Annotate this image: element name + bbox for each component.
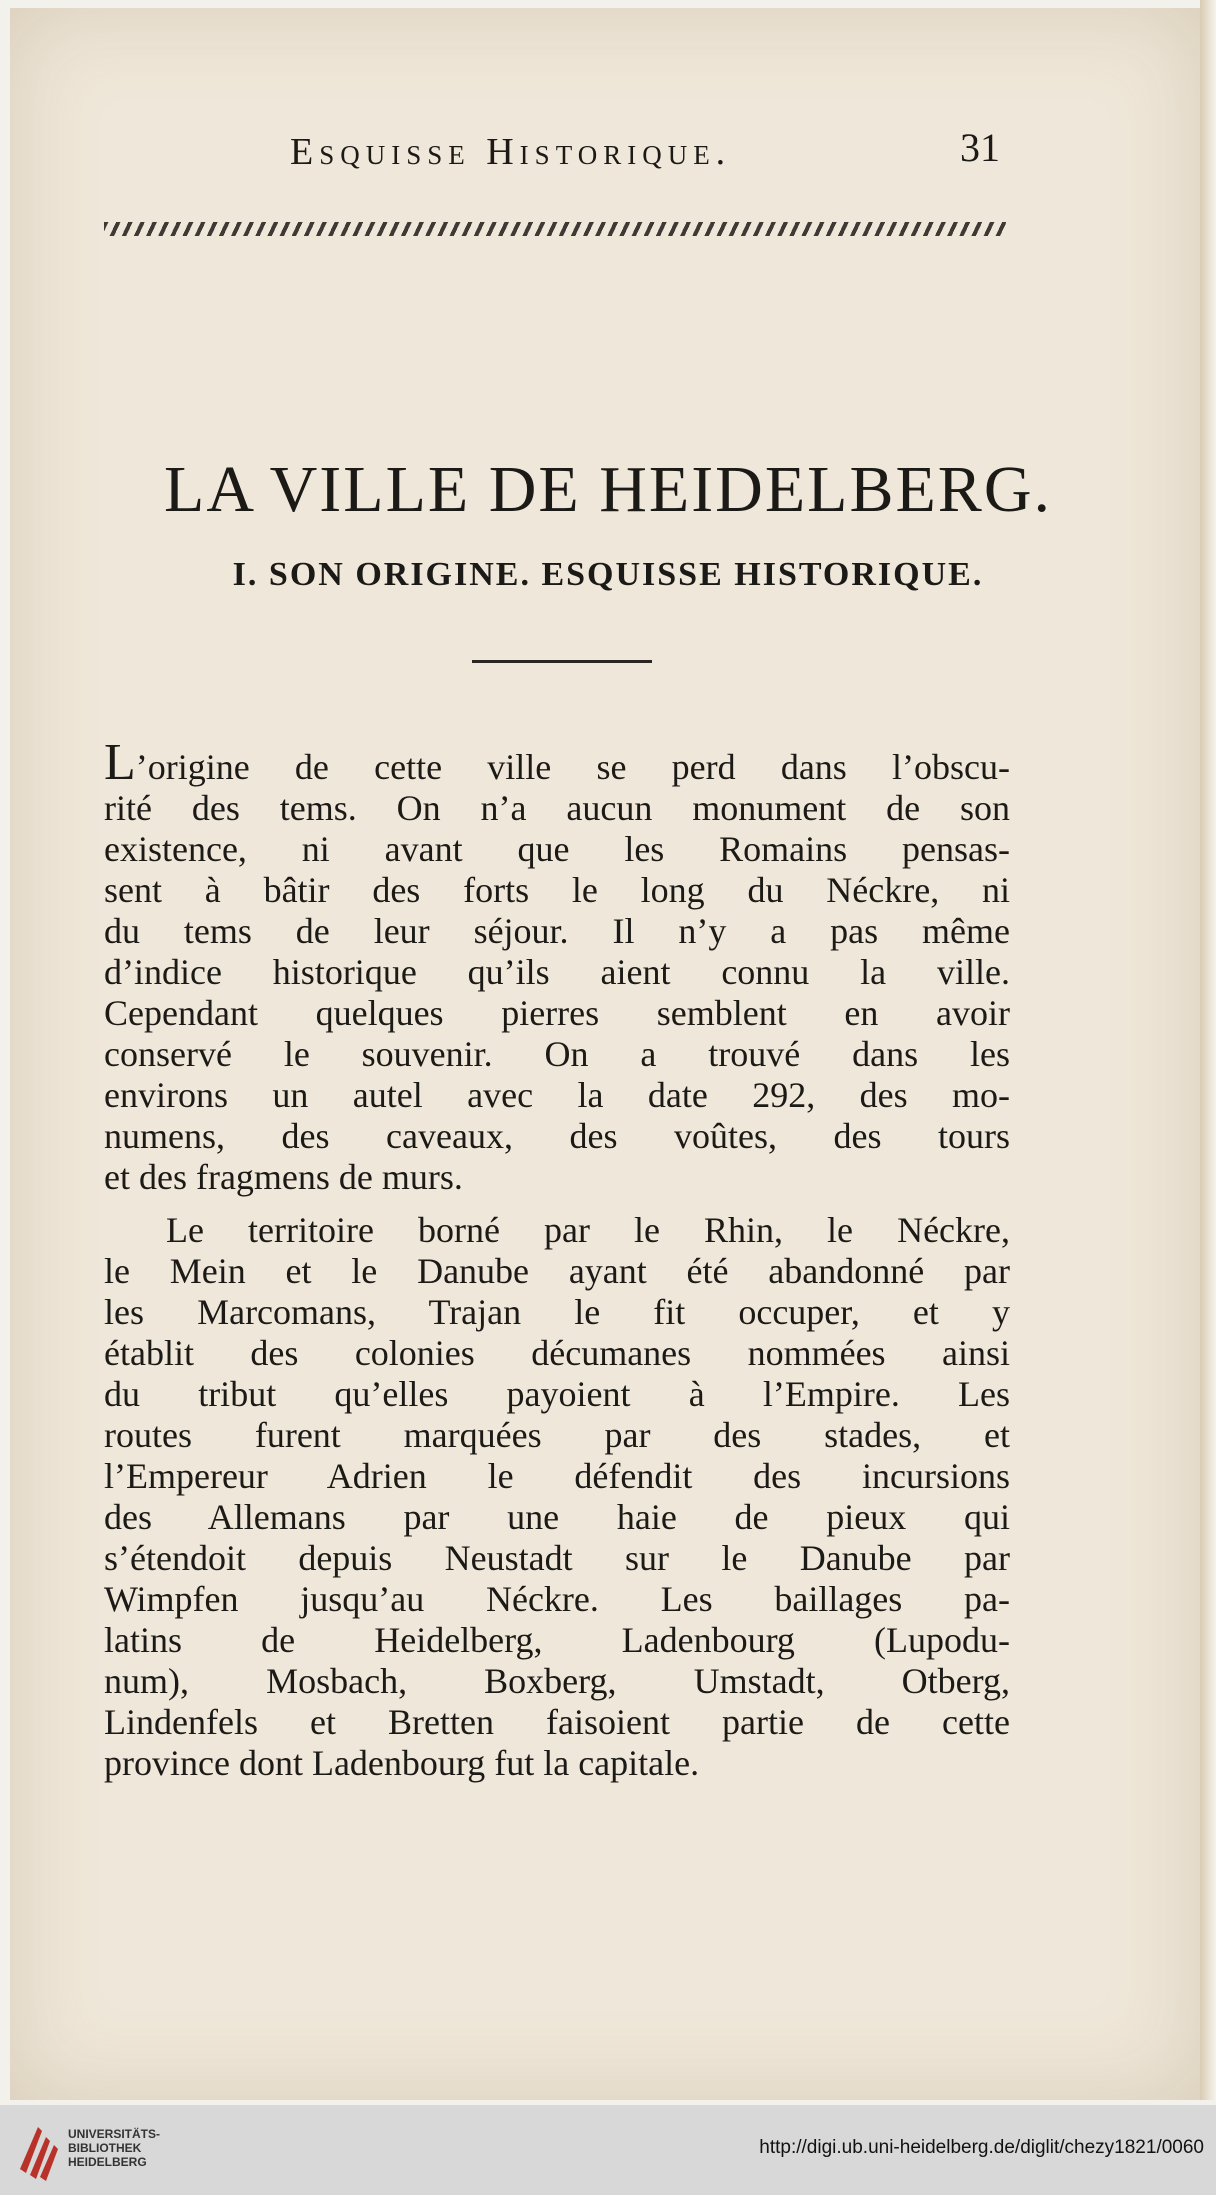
text-line: Lindenfels et Bretten faisoient partie de cette — [104, 1702, 1010, 1742]
text-line: L’origine de cette ville se perd dans l’obscu- — [104, 734, 1010, 791]
text-line: l’Empereur Adrien le défendit des incursions — [104, 1456, 1010, 1496]
text-line: environs un autel avec la date 292, des mo- — [104, 1075, 1010, 1115]
paragraph-1 — [104, 734, 1010, 1198]
library-logo-icon — [16, 2119, 60, 2181]
text-line: province dont Ladenbourg fut la capitale. — [104, 1743, 700, 1783]
footer-bar — [0, 2105, 1216, 2195]
text-line: du tribut qu’elles payoient à l’Empire. Les — [104, 1374, 1010, 1414]
text-line: s’étendoit depuis Neustadt sur le Danube par — [104, 1538, 1010, 1578]
text-line: numens, des caveaux, des voûtes, des tours — [104, 1116, 1010, 1156]
text-line: latins de Heidelberg, Ladenbourg (Lupodu- — [104, 1620, 1010, 1660]
text-line: rité des tems. On n’a aucun monument de son — [104, 788, 1010, 828]
running-head: Esquisse Historique. — [290, 131, 732, 173]
text-line: les Marcomans, Trajan le fit occuper, et y — [104, 1292, 1010, 1332]
text-line: d’indice historique qu’ils aient connu la ville. — [104, 952, 1010, 992]
text-line: Wimpfen jusqu’au Néckre. Les baillages pa- — [104, 1579, 1010, 1619]
page-number: 31 — [960, 125, 1000, 170]
chapter-title: LA VILLE DE HEIDELBERG. — [164, 453, 1052, 526]
source-url-link[interactable]: http://digi.ub.uni-heidelberg.de/diglit/chezy1821/0060 — [759, 2137, 1204, 2158]
text-line: Le territoire borné par le Rhin, le Néckre, — [166, 1210, 1010, 1250]
text-line: établit des colonies décumanes nommées ainsi — [104, 1333, 1010, 1373]
ornamental-rule — [104, 222, 1006, 236]
text-line: Cependant quelques pierres semblent en avoir — [104, 993, 1010, 1033]
library-logo-text: UNIVERSITÄTS- BIBLIOTHEK HEIDELBERG — [68, 2127, 161, 2169]
text-line: conservé le souvenir. On a trouvé dans les — [104, 1034, 1010, 1074]
section-divider — [472, 660, 652, 663]
drop-cap: L — [104, 734, 136, 791]
paragraph-2 — [104, 1210, 1010, 1784]
text-line: des Allemans par une haie de pieux qui — [104, 1497, 1010, 1537]
text-line: routes furent marquées par des stades, et — [104, 1415, 1010, 1455]
text-line: le Mein et le Danube ayant été abandonné par — [104, 1251, 1010, 1291]
text-line: num), Mosbach, Boxberg, Umstadt, Otberg, — [104, 1661, 1010, 1701]
text-line: du tems de leur séjour. Il n’y a pas même — [104, 911, 1010, 951]
text-line: et des fragmens de murs. — [104, 1157, 463, 1197]
text-line: existence, ni avant que les Romains pensas- — [104, 829, 1010, 869]
text-line: sent à bâtir des forts le long du Néckre, ni — [104, 870, 1010, 910]
section-title: I. SON ORIGINE. ESQUISSE HISTORIQUE. — [232, 556, 984, 593]
page-edge — [1200, 0, 1216, 2100]
